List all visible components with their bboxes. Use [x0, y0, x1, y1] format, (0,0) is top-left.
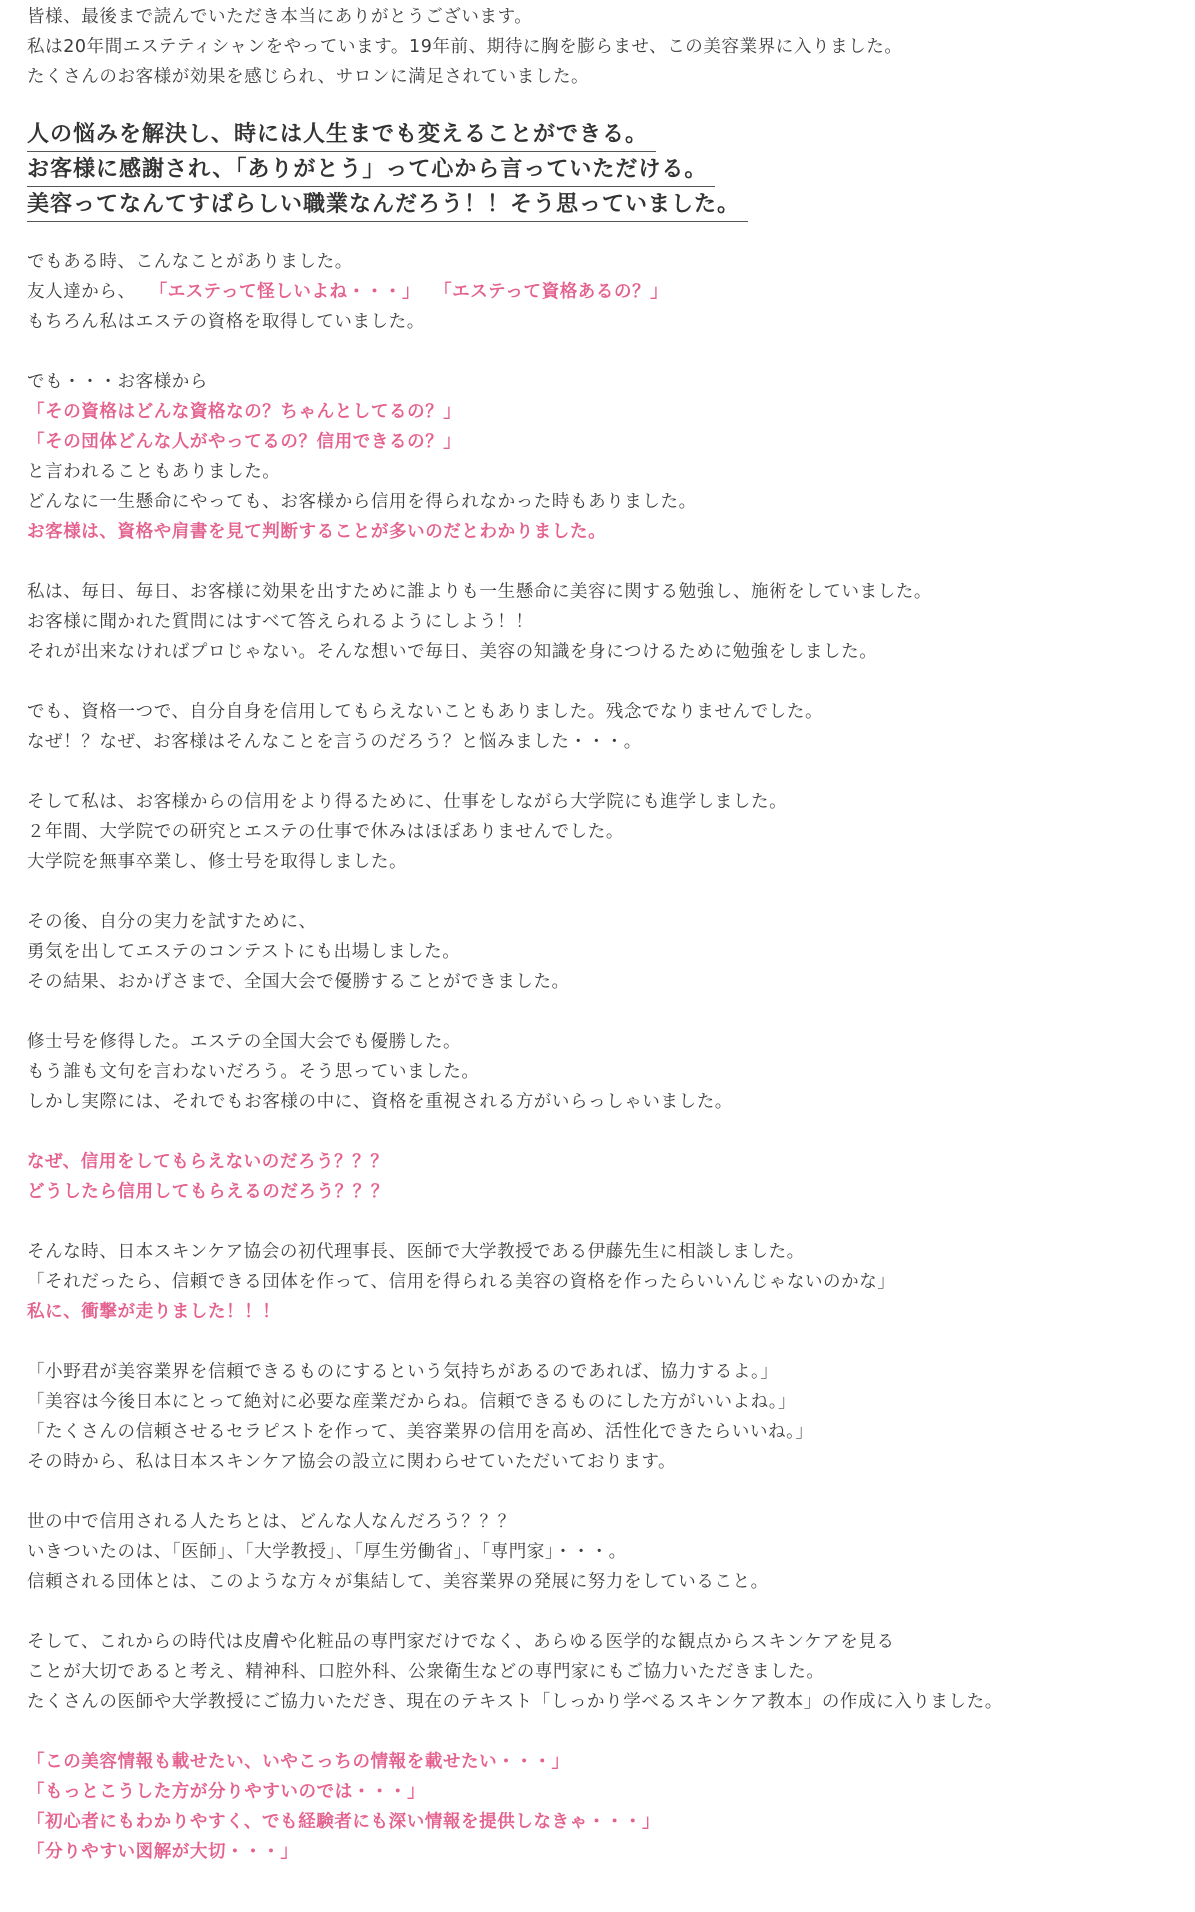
paragraph-line: しかし実際には、それでもお客様の中に、資格を重視される方がいらっしゃいました。 — [27, 1092, 733, 1112]
highlight-line: どうしたら信用してもらえるのだろう？？？ — [27, 1182, 389, 1202]
paragraph-line-with-quotes — [27, 277, 1167, 307]
highlight-line: 「その資格はどんな資格なの？ちゃんとしてるの？」 — [27, 402, 462, 422]
highlight-line: 「初心者にもわかりやすく、でも経験者にも深い情報を提供しなきゃ・・・」 — [27, 1812, 661, 1832]
paragraph-line: その時から、私は日本スキンケア協会の設立に関わらせていただいております。 — [27, 1452, 677, 1472]
paragraph-line: 「小野君が美容業界を信頼できるものにするという気持ちがあるのであれば、協力するよ。」 — [27, 1362, 779, 1382]
paragraph-line: でも、資格一つで、自分自身を信用してもらえないこともありました。残念でなりませんでした。 — [27, 702, 824, 722]
highlight-line: 「もっとこうした方が分りやすいのでは・・・」 — [27, 1782, 426, 1802]
line-prefix: 友人達から、 — [27, 282, 136, 302]
paragraph-line: たくさんの医師や大学教授にご協力いただき、現在のテキスト「しっかり学べるスキンケア教本」の作成に入りました。 — [27, 1692, 1003, 1712]
paragraph-line: でも・・・お客様から — [27, 372, 208, 392]
paragraph-line: それが出来なければプロじゃない。そんな想いで毎日、美容の知識を身につけるために勉強をしました。 — [27, 642, 878, 662]
intro-line: 私は20年間エステティシャンをやっています。19年前、期待に胸を膨らませ、この美容業界に入りました。 — [27, 37, 903, 57]
highlight-line: 「分りやすい図解が大切・・・」 — [27, 1842, 299, 1862]
paragraph-line: 修士号を修得した。エステの全国大会でも優勝した。 — [27, 1032, 462, 1052]
paragraph-line: 「それだったら、信頼できる団体を作って、信用を得られる美容の資格を作ったらいいんじゃないのかな」 — [27, 1272, 896, 1292]
headline: 人の悩みを解決し、時には人生までも変えることができる。 — [27, 118, 656, 152]
paragraph-line: 世の中で信用される人たちとは、どんな人なんだろう？？？ — [27, 1512, 516, 1532]
paragraph-line: どんなに一生懸命にやっても、お客様から信用を得られなかった時もありました。 — [27, 492, 697, 512]
paragraph-line: その結果、おかげさまで、全国大会で優勝することができました。 — [27, 972, 570, 992]
paragraph-line: お客様に聞かれた質問にはすべて答えられるようにしよう！！ — [27, 612, 534, 632]
paragraph-line: そして私は、お客様からの信用をより得るために、仕事をしながら大学院にも進学しました。 — [27, 792, 788, 812]
paragraph-line: その後、自分の実力を試すために、 — [27, 912, 317, 932]
paragraph-line: 勇気を出してエステのコンテストにも出場しました。 — [27, 942, 461, 962]
paragraph-line: もちろん私はエステの資格を取得していました。 — [27, 312, 425, 332]
paragraph-line: ことが大切であると考え、精神科、口腔外科、公衆衛生などの専門家にもご協力いただきました。 — [27, 1662, 825, 1682]
paragraph-line: そんな時、日本スキンケア協会の初代理事長、医師で大学教授である伊藤先生に相談しました。 — [27, 1242, 805, 1262]
highlight-line: なぜ、信用をしてもらえないのだろう？？？ — [27, 1152, 389, 1172]
paragraph-line: なぜ！？なぜ、お客様はそんなことを言うのだろう？と悩みました・・・。 — [27, 732, 642, 752]
paragraph-line: いきついたのは、「医師」、「大学教授」、「厚生労働省」、「専門家」・・・。 — [27, 1542, 627, 1562]
highlight-quote: 「エステって怪しいよね・・・」 — [149, 282, 421, 302]
highlight-line: 「この美容情報も載せたい、いやこっちの情報を載せたい・・・」 — [27, 1752, 570, 1772]
highlight-line: お客様は、資格や肩書を見て判断することが多いのだとわかりました。 — [27, 522, 607, 542]
headline: 美容ってなんてすばらしい職業なんだろう！！そう思っていました。 — [27, 188, 748, 222]
paragraph-line: でもある時、こんなことがありました。 — [27, 252, 353, 272]
paragraph-line: もう誰も文句を言わないだろう。そう思っていました。 — [27, 1062, 480, 1082]
highlight-quote: 「エステって資格あるの？」 — [434, 282, 669, 302]
paragraph-line: 信頼される団体とは、このような方々が集結して、美容業界の発展に努力をしていること。 — [27, 1572, 769, 1592]
paragraph-line: と言われることもありました。 — [27, 462, 281, 482]
paragraph-line: ２年間、大学院での研究とエステの仕事で休みはほぼありませんでした。 — [27, 822, 624, 842]
paragraph-line: 大学院を無事卒業し、修士号を取得しました。 — [27, 852, 408, 872]
paragraph-line: 私は、毎日、毎日、お客様に効果を出すために誰よりも一生懸命に美容に関する勉強し、施術をしていました。 — [27, 582, 932, 602]
highlight-line: 私に、衝撃が走りました！！！ — [27, 1302, 281, 1322]
paragraph-line: そして、これからの時代は皮膚や化粧品の専門家だけでなく、あらゆる医学的な観点からスキンケアを見る — [27, 1632, 895, 1652]
headline: お客様に感謝され、「ありがとう」って心から言っていただける。 — [27, 153, 715, 187]
paragraph-line: 「たくさんの信頼させるセラピストを作って、美容業界の信用を高め、活性化できたらいいね。」 — [27, 1422, 814, 1442]
highlight-line: 「その団体どんな人がやってるの？信用できるの？」 — [27, 432, 462, 452]
article-body — [0, 2, 1167, 1867]
intro-line: たくさんのお客様が効果を感じられ、サロンに満足されていました。 — [27, 67, 590, 87]
intro-line: 皆様、最後まで読んでいただき本当にありがとうございます。 — [27, 7, 533, 27]
paragraph-line: 「美容は今後日本にとって絶対に必要な産業だからね。信頼できるものにした方がいいよね。」 — [27, 1392, 797, 1412]
